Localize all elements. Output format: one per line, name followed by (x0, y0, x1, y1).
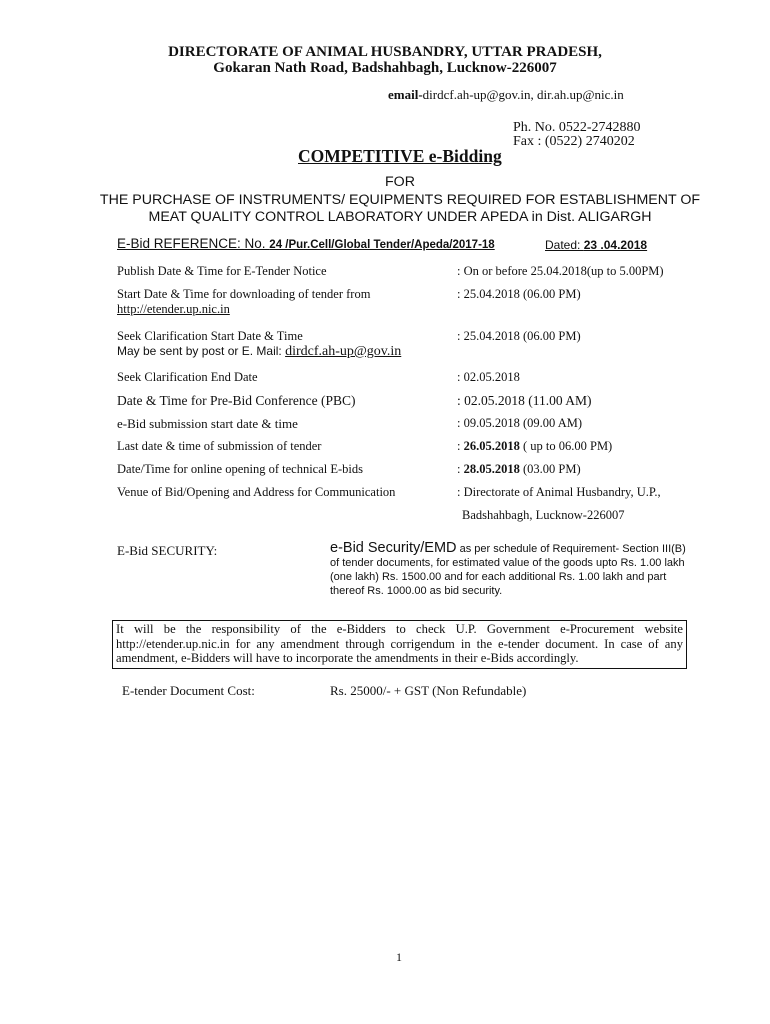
schedule-value: : 09.05.2018 (09.00 AM) (457, 416, 582, 430)
security-details: as per schedule of Requirement- Section III(B) of tender documents, for estimated value of the goods upto Rs. 1.00 lakh (one lakh) Rs. 1500.00 and for each additional Rs. 1.00 lakh and part thereof Rs. 1000.00 as bid security. (330, 543, 686, 597)
clarification-mail-line (117, 344, 401, 360)
clarification-email-link[interactable]: dirdcf.ah-up@gov.in (285, 344, 402, 359)
purpose-block (90, 174, 710, 227)
purpose-for: FOR (385, 174, 415, 190)
schedule-value: : 25.04.2018 (06.00 PM) (457, 287, 581, 301)
document-cost-value: Rs. 25000/- + GST (Non Refundable) (330, 683, 527, 698)
schedule-label: Date & Time for Pre-Bid Conference (PBC) (117, 393, 356, 408)
value-prefix: : (457, 439, 464, 453)
reference-number: 24 /Pur.Cell/Global Tender/Apeda/2017-18 (269, 239, 495, 251)
ebid-reference (117, 236, 495, 251)
schedule-value (457, 439, 612, 454)
schedule-value: : 02.05.2018 (11.00 AM) (457, 393, 592, 408)
schedule-value: : 25.04.2018 (06.00 PM) (457, 329, 581, 343)
amendment-notice: It will be the responsibility of the e-Bidders to check U.P. Government e-Procurement website http://etender.up.nic.in for any amendment through corrigendum in the e-tender document. In case of any amendment, e-Bidders will have to incorporate the amendments in their e-Bids accordingly. (112, 620, 687, 669)
opening-date: 28.05.2018 (463, 462, 520, 476)
email-line (388, 87, 624, 103)
security-lead: e-Bid Security/EMD (330, 540, 457, 556)
email-value: dirdcf.ah-up@gov.in, dir.ah.up@nic.in (422, 87, 624, 102)
phone-number: Ph. No. 0522-2742880 (513, 120, 641, 135)
schedule-value: : Directorate of Animal Husbandry, U.P., (457, 485, 661, 499)
etender-link[interactable]: http://etender.up.nic.in (117, 302, 230, 316)
purpose-line-2: MEAT QUALITY CONTROL LABORATORY UNDER APEDA in Dist. ALIGARGH (148, 209, 652, 225)
dated-label: Dated: (545, 238, 584, 252)
org-address: Gokaran Nath Road, Badshahbagh, Lucknow-226007 (213, 60, 557, 76)
schedule-label: Seek Clarification Start Date & Time (117, 329, 303, 343)
ebid-security-label: E-Bid SECURITY: (117, 543, 218, 558)
reference-label: E-Bid REFERENCE: (117, 236, 245, 251)
schedule-label: Last date & time of submission of tender (117, 439, 322, 453)
email-label: email- (388, 87, 423, 102)
schedule-label: Publish Date & Time for E-Tender Notice (117, 264, 327, 278)
purpose-line-1: THE PURCHASE OF INSTRUMENTS/ EQUIPMENTS REQUIRED FOR ESTABLISHMENT OF (99, 191, 701, 208)
reference-no-prefix: No. (244, 236, 270, 251)
schedule-value (457, 462, 581, 477)
submission-date: 26.05.2018 (463, 439, 520, 453)
page-number: 1 (396, 950, 402, 964)
schedule-value: : 02.05.2018 (457, 370, 520, 384)
ebid-security-text (330, 541, 690, 598)
fax-number: Fax : (0522) 2740202 (513, 134, 635, 149)
schedule-label: Start Date & Time for downloading of tender from (117, 287, 371, 301)
schedule-label: Seek Clarification End Date (117, 370, 258, 384)
schedule-label: Date/Time for online opening of technical E-bids (117, 462, 364, 476)
venue-address-line-2: Badshahbagh, Lucknow-226007 (462, 508, 625, 522)
schedule-label: Venue of Bid/Opening and Address for Communication (117, 485, 396, 499)
value-prefix: : (457, 462, 464, 476)
page-title: COMPETITIVE e-Bidding (298, 146, 502, 166)
mail-prefix: May be sent by post or E. Mail: (117, 344, 286, 358)
schedule-value: : On or before 25.04.2018(up to 5.00PM) (457, 264, 664, 278)
value-rest: ( up to 06.00 PM) (519, 439, 613, 453)
dated-value: 23 .04.2018 (583, 238, 648, 252)
document-cost-label: E-tender Document Cost: (122, 683, 255, 698)
value-rest: (03.00 PM) (519, 462, 581, 476)
schedule-label: e-Bid submission start date & time (117, 416, 298, 431)
reference-date (545, 238, 647, 252)
org-name: DIRECTORATE OF ANIMAL HUSBANDRY, UTTAR PRADESH, (168, 44, 602, 60)
